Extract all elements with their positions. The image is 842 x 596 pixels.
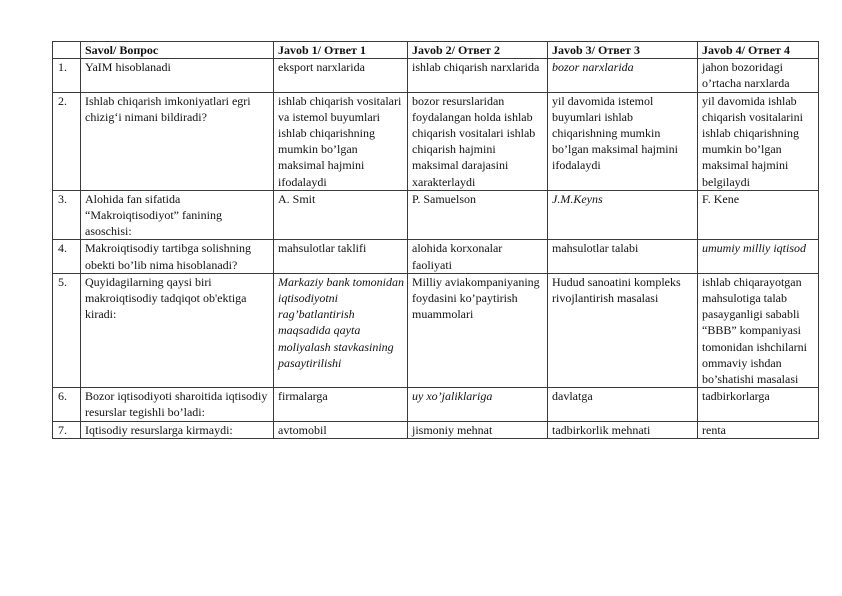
answer-4-cell: jahon bozoridagi o’rtacha narxlarda: [698, 59, 819, 92]
row-number: 1.: [53, 59, 81, 92]
questions-table: [52, 41, 819, 439]
header-question: Savol/ Вопрос: [81, 42, 274, 59]
answer-2-cell: P. Samuelson: [408, 190, 548, 240]
answer-4-cell: renta: [698, 421, 819, 438]
answer-1-cell: ishlab chiqarish vositalari va istemol buyumlari ishlab chiqarishning mumkin bo’lgan maksimal hajmini ifodalaydi: [274, 92, 408, 190]
answer-2-cell: ishlab chiqarish narxlarida: [408, 59, 548, 92]
answer-4-cell: ishlab chiqarayotgan mahsulotiga talab pasayganligi sababli “BBB” kompaniyasi tomonidan ishchilarni ommaviy ishdan bo’shatishi masalasi: [698, 273, 819, 387]
answer-1-cell: mahsulotlar taklifi: [274, 240, 408, 273]
table-row: [53, 190, 819, 240]
answer-2-cell: alohida korxonalar faoliyati: [408, 240, 548, 273]
answer-1-cell: eksport narxlarida: [274, 59, 408, 92]
answer-4-cell: yil davomida ishlab chiqarish vositalarini ishlab chiqarishning mumkin bo’lgan maksimal hajmini belgilaydi: [698, 92, 819, 190]
answer-3-cell: Hudud sanoatini kompleks rivojlantirish masalasi: [548, 273, 698, 387]
answer-4-cell: F. Kene: [698, 190, 819, 240]
answer-2-cell: uy xo’jaliklariga: [408, 388, 548, 421]
row-number: 3.: [53, 190, 81, 240]
table-header-row: [53, 42, 819, 59]
header-answer-4: Javob 4/ Ответ 4: [698, 42, 819, 59]
question-cell: Alohida fan sifatida “Makroiqtisodiyot” fanining asoschisi:: [81, 190, 274, 240]
answer-2-cell: bozor resurslaridan foydalangan holda ishlab chiqarish vositalari ishlab chiqarish hajmini maksimal darajasini xarakterlaydi: [408, 92, 548, 190]
answer-2-cell: Milliy aviakompaniyaning foydasini ko’paytirish muammolari: [408, 273, 548, 387]
question-cell: Bozor iqtisodiyoti sharoitida iqtisodiy resurslar tegishli bo’ladi:: [81, 388, 274, 421]
answer-1-cell: firmalarga: [274, 388, 408, 421]
answer-3-cell: yil davomida istemol buyumlari ishlab chiqarishning mumkin bo’lgan maksimal hajmini ifodalaydi: [548, 92, 698, 190]
header-number: [53, 42, 81, 59]
row-number: 6.: [53, 388, 81, 421]
answer-4-cell: umumiy milliy iqtisod: [698, 240, 819, 273]
answer-1-cell: Markaziy bank tomonidan iqtisodiyotni rag’batlantirish maqsadida qayta moliyalash stavkasining pasaytirilishi: [274, 273, 408, 387]
table-row: [53, 421, 819, 438]
question-cell: Iqtisodiy resurslarga kirmaydi:: [81, 421, 274, 438]
answer-3-cell: tadbirkorlik mehnati: [548, 421, 698, 438]
table-row: [53, 59, 819, 92]
row-number: 2.: [53, 92, 81, 190]
table-row: [53, 388, 819, 421]
question-cell: Quyidagilarning qaysi biri makroiqtisodiy tadqiqot ob'ektiga kiradi:: [81, 273, 274, 387]
answer-4-cell: tadbirkorlarga: [698, 388, 819, 421]
header-answer-2: Javob 2/ Ответ 2: [408, 42, 548, 59]
question-cell: Ishlab chiqarish imkoniyatlari egri chizig‘i nimani bildiradi?: [81, 92, 274, 190]
answer-3-cell: davlatga: [548, 388, 698, 421]
answer-2-cell: jismoniy mehnat: [408, 421, 548, 438]
table-row: [53, 92, 819, 190]
header-answer-1: Javob 1/ Ответ 1: [274, 42, 408, 59]
row-number: 4.: [53, 240, 81, 273]
answer-3-cell: mahsulotlar talabi: [548, 240, 698, 273]
row-number: 7.: [53, 421, 81, 438]
question-cell: Makroiqtisodiy tartibga solishning obekti bo’lib nima hisoblanadi?: [81, 240, 274, 273]
question-cell: YaIM hisoblanadi: [81, 59, 274, 92]
table-row: [53, 273, 819, 387]
header-answer-3: Javob 3/ Ответ 3: [548, 42, 698, 59]
answer-3-cell: bozor narxlarida: [548, 59, 698, 92]
row-number: 5.: [53, 273, 81, 387]
table-row: [53, 240, 819, 273]
document-page: [52, 41, 818, 439]
answer-1-cell: A. Smit: [274, 190, 408, 240]
answer-1-cell: avtomobil: [274, 421, 408, 438]
answer-3-cell: J.M.Keyns: [548, 190, 698, 240]
